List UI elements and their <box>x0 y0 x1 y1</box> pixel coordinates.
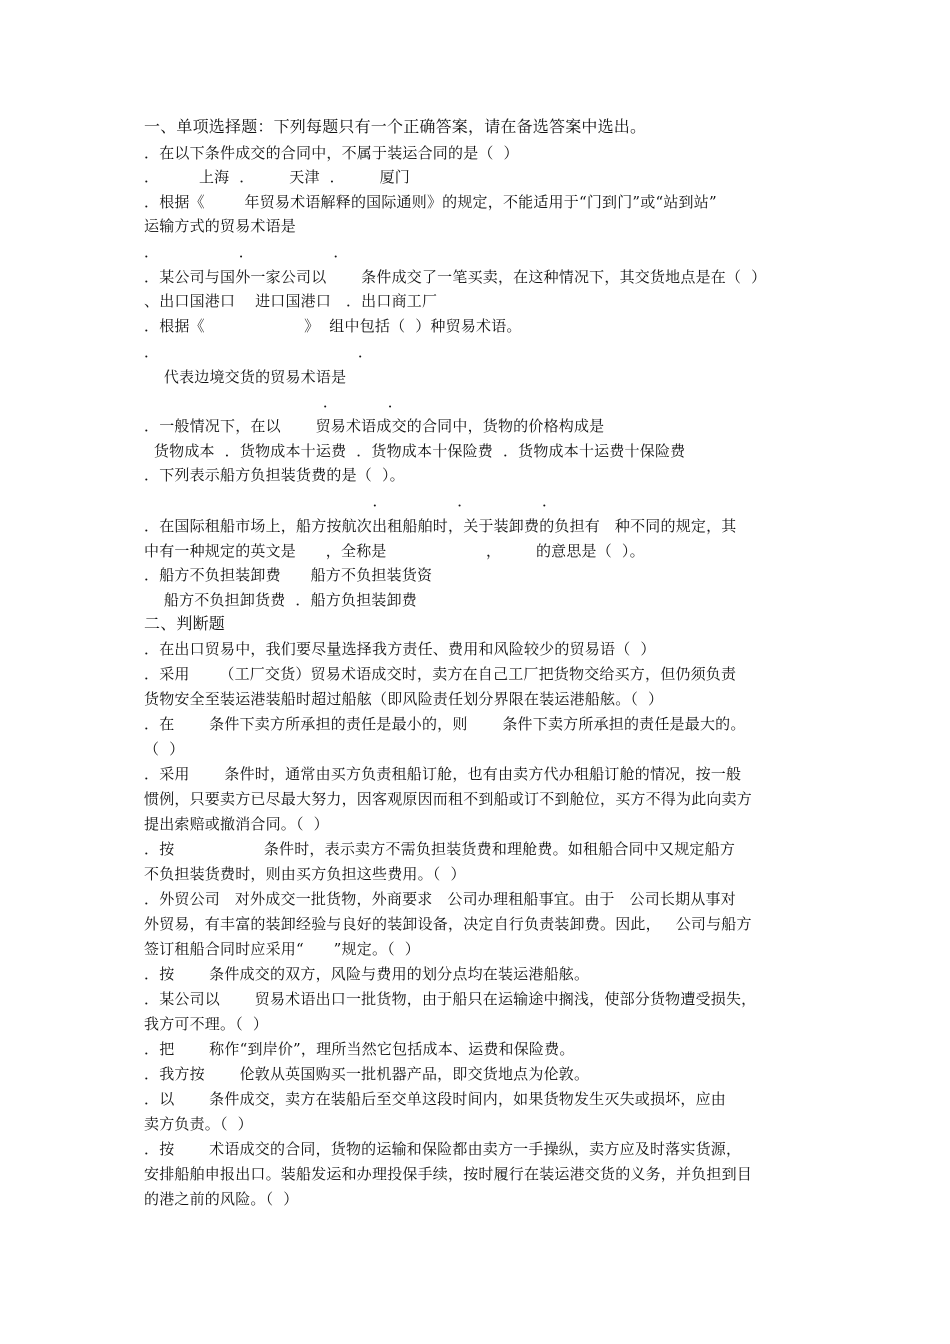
question-line: 运输方式的贸易术语是 <box>144 217 297 235</box>
options-line: 货物成本 ．货物成本十运费 ．货物成本十保险费 ．货物成本十运费十保险费 <box>144 442 686 460</box>
question-line: ．根据《 》 组中包括（ ）种贸易术语。 <box>144 317 522 335</box>
options-line: 、出口国港口 进口国港口 ．出口商工厂 <box>144 292 438 310</box>
question-line: 不负担装货费时，则由买方负担这些费用。（ ） <box>144 865 466 883</box>
question-line: ．在国际租船市场上，船方按航次出租船舶时，关于装卸费的负担有 种不同的规定，其 <box>144 517 737 535</box>
options-line: ． ． <box>144 393 403 411</box>
question-line: ．采用 条件时，通常由买方负责租船订舱，也有由卖方代办租船订舱的情况，按一般 <box>144 765 742 783</box>
question-line: 安排船舶申报出口。装船发运和办理投保手续，按时履行在装运港交货的义务，并负担到目 <box>144 1165 753 1183</box>
question-line: 卖方负责。（ ） <box>144 1115 253 1133</box>
question-line: 我方可不理。（ ） <box>144 1015 269 1033</box>
question-line: ．某公司以 贸易术语出口一批货物，由于船只在运输途中搁浅，使部分货物遭受损失， <box>144 990 757 1008</box>
options-line: ． ． <box>144 343 374 361</box>
question-line: ．下列表示船方负担装货费的是（ ）。 <box>144 466 405 484</box>
question-line: ．根据《 年贸易术语解释的国际通则》的规定，不能适用于“门到门”或“站到站” <box>144 193 717 211</box>
question-line: 签订租船合同时应采用“ ”规定。（ ） <box>144 940 420 958</box>
question-line: ．一般情况下，在以 贸易术语成交的合同中，货物的价格构成是 <box>144 417 605 435</box>
options-line: 船方不负担卸货费 ．船方负担装卸费 <box>144 591 418 609</box>
question-line: 提出索赔或撤消合同。（ ） <box>144 815 329 833</box>
question-line: ．在出口贸易中，我们要尽量选择我方责任、费用和风险较少的贸易语（ ） <box>144 640 656 658</box>
question-line: ．采用 （工厂交货）贸易术语成交时，卖方在自己工厂把货物交给买方，但仍须负责 <box>144 665 737 683</box>
question-line: （ ） <box>144 740 185 758</box>
section-heading-true-false: 二、判断题 <box>144 614 226 633</box>
options-line: ． ． ． <box>144 492 558 510</box>
options-line: ．船方不负担装卸费 船方不负担装货资 <box>144 566 433 584</box>
question-line: ．在以下条件成交的合同中，不属于装运合同的是（ ） <box>144 144 519 162</box>
question-line: ．以 条件成交，卖方在装船后至交单这段时间内，如果货物发生灭失或损坏，应由 <box>144 1090 726 1108</box>
question-line: ．在 条件下卖方所承担的责任是最小的，则 条件下卖方所承担的责任是最大的。 <box>144 715 746 733</box>
question-line: 货物安全至装运港装船时超过船舷（即风险责任划分界限在装运港船舷。（ ） <box>144 690 664 708</box>
question-line: 的港之前的风险。（ ） <box>144 1190 299 1208</box>
question-line: 惯例，只要卖方已尽最大努力，因客观原因而租不到船或订不到舱位，买方不得为此向卖方 <box>144 790 753 808</box>
question-line: ．把 称作“到岸价”，理所当然它包括成本、运费和保险费。 <box>144 1040 575 1058</box>
question-line: 外贸易，有丰富的装卸经验与良好的装卸设备，决定自行负责装卸费。因此， 公司与船方 <box>144 915 752 933</box>
question-line: 代表边境交货的贸易术语是 <box>144 368 347 386</box>
section-heading-single-choice: 一、单项选择题：下列每题只有一个正确答案，请在备选答案中选出。 <box>144 117 647 136</box>
question-line: ．按 术语成交的合同，货物的运输和保险都由卖方一手操纵，卖方应及时落实货源， <box>144 1140 742 1158</box>
question-line: ．某公司与国外一家公司以 条件成交了一笔买卖，在这种情况下，其交货地点是在（ ） <box>144 268 767 286</box>
options-line: ． 上海 ． 天津 ． 厦门 <box>144 168 410 186</box>
question-line: ．按 条件时，表示卖方不需负担装货费和理舱费。如租船合同中又规定船方 <box>144 840 736 858</box>
options-line: ． ． ． <box>144 243 349 261</box>
question-line: 中有一种规定的英文是 ，全称是 ， 的意思是（ ）。 <box>144 542 645 560</box>
question-line: ．外贸公司 对外成交一批货物，外商要求 公司办理租船事宜。由于 公司长期从事对 <box>144 890 736 908</box>
question-line: ．我方按 伦敦从英国购买一批机器产品，即交货地点为伦敦。 <box>144 1065 590 1083</box>
question-line: ．按 条件成交的双方，风险与费用的划分点均在装运港船舷。 <box>144 965 590 983</box>
